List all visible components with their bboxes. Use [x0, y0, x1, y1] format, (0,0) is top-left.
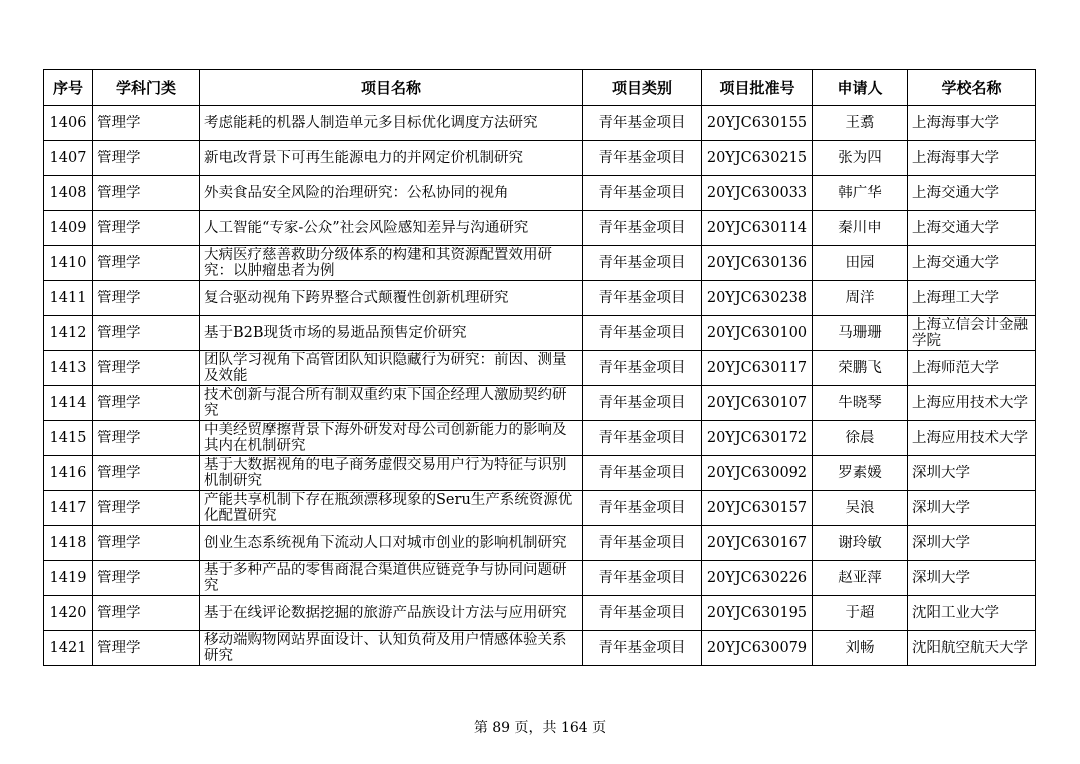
project-title-cell-text: 新电改背景下可再生能源电力的并网定价机制研究: [204, 150, 523, 166]
school-cell-text: 沈阳航空航天大学: [912, 640, 1028, 656]
project-category-cell: [583, 491, 702, 526]
school-cell: [908, 421, 1036, 456]
approval-number-cell-text: 20YJC630117: [706, 360, 808, 376]
subject-cell-text: 管理学: [97, 360, 141, 376]
project-category-cell: [583, 386, 702, 421]
row-index-text: 1420: [49, 605, 87, 621]
row-index-text: 1415: [49, 430, 87, 446]
project-title-cell-text: 基于B2B现货市场的易逝品预售定价研究: [204, 325, 467, 341]
approval-number-cell-text: 20YJC630136: [706, 255, 808, 271]
applicant-cell: [813, 596, 908, 631]
subject-cell-text: 管理学: [97, 255, 141, 271]
project-category-cell: [583, 351, 702, 386]
school-cell-text: 上海交通大学: [912, 220, 999, 236]
applicant-cell: [813, 421, 908, 456]
project-title-cell: [200, 211, 583, 246]
school-cell-text: 上海应用技术大学: [912, 430, 1028, 446]
applicant-cell-text: 韩广华: [838, 185, 882, 201]
applicant-cell: [813, 351, 908, 386]
applicant-cell: [813, 141, 908, 176]
school-cell: [908, 386, 1036, 421]
school-cell: [908, 351, 1036, 386]
approval-number-cell-text: 20YJC630114: [706, 220, 808, 236]
project-title-cell-text: 技术创新与混合所有制双重约束下国企经理人激励契约研究: [204, 387, 567, 419]
approval-number-cell-text: 20YJC630155: [706, 115, 808, 131]
subject-cell-text: 管理学: [97, 605, 141, 621]
row-index-text: 1417: [49, 500, 87, 516]
project-title-cell-text: 人工智能“专家-公众”社会风险感知差异与沟通研究: [204, 220, 529, 236]
approval-number-cell-text: 20YJC630079: [706, 640, 808, 656]
subject-cell-text: 管理学: [97, 395, 141, 411]
project-category-cell: [583, 176, 702, 211]
school-cell-text: 深圳大学: [912, 535, 970, 551]
row-index: [44, 526, 93, 561]
row-index: [44, 596, 93, 631]
applicant-cell: [813, 211, 908, 246]
approval-number-cell-text: 20YJC630195: [706, 605, 808, 621]
approval-number-cell-text: 20YJC630157: [706, 500, 808, 516]
school-cell: [908, 176, 1036, 211]
applicant-cell-text: 谢玲敏: [838, 535, 882, 551]
project-title-cell: [200, 386, 583, 421]
project-title-cell-text: 考虑能耗的机器人制造单元多目标优化调度方法研究: [204, 115, 538, 131]
project-category-cell: [583, 281, 702, 316]
project-title-cell-text: 外卖食品安全风险的治理研究：公私协同的视角: [204, 185, 509, 201]
project-category-cell: [583, 246, 702, 281]
table-body: [44, 106, 1036, 666]
school-cell: [908, 106, 1036, 141]
approval-number-cell-text: 20YJC630100: [706, 325, 808, 341]
subject-cell: [93, 351, 200, 386]
project-title-cell-text: 复合驱动视角下跨界整合式颠覆性创新机理研究: [204, 290, 509, 306]
project-category-cell: [583, 456, 702, 491]
approval-number-cell-text: 20YJC630215: [706, 150, 808, 166]
row-index-text: 1410: [49, 255, 87, 271]
header-project-title: 项目名称: [200, 70, 583, 106]
applicant-cell-text: 牛晓琴: [838, 395, 882, 411]
approval-number-cell: [702, 246, 813, 281]
applicant-cell: [813, 561, 908, 596]
project-title-cell: [200, 351, 583, 386]
subject-cell-text: 管理学: [97, 220, 141, 236]
row-index: [44, 106, 93, 141]
project-title-cell: [200, 526, 583, 561]
row-index-text: 1412: [49, 325, 87, 341]
row-index: [44, 561, 93, 596]
project-category-cell-text: 青年基金项目: [598, 220, 686, 236]
table-row: [44, 141, 1036, 176]
subject-cell: [93, 526, 200, 561]
subject-cell: [93, 211, 200, 246]
school-cell-text: 上海师范大学: [912, 360, 999, 376]
table-row: [44, 106, 1036, 141]
row-index: [44, 456, 93, 491]
project-category-cell-text: 青年基金项目: [598, 570, 686, 586]
project-title-cell: [200, 631, 583, 666]
table-header-row: [44, 70, 1036, 106]
row-index-text: 1419: [49, 570, 87, 586]
approval-number-cell: [702, 211, 813, 246]
row-index: [44, 631, 93, 666]
project-category-cell-text: 青年基金项目: [598, 290, 686, 306]
row-index-text: 1409: [49, 220, 87, 236]
row-index-text: 1406: [49, 115, 87, 131]
header-approval-number: 项目批准号: [702, 70, 813, 106]
project-category-cell: [583, 526, 702, 561]
project-category-cell-text: 青年基金项目: [598, 325, 686, 341]
row-index-text: 1407: [49, 150, 87, 166]
header-index: 序号: [44, 70, 93, 106]
subject-cell-text: 管理学: [97, 115, 141, 131]
project-title-cell: [200, 456, 583, 491]
project-category-cell: [583, 596, 702, 631]
subject-cell: [93, 631, 200, 666]
table-row: [44, 386, 1036, 421]
school-cell: [908, 316, 1036, 351]
project-category-cell: [583, 141, 702, 176]
subject-cell: [93, 491, 200, 526]
approval-number-cell-text: 20YJC630238: [706, 290, 808, 306]
subject-cell-text: 管理学: [97, 185, 141, 201]
approval-number-cell-text: 20YJC630107: [706, 395, 808, 411]
subject-cell-text: 管理学: [97, 535, 141, 551]
row-index: [44, 176, 93, 211]
subject-cell-text: 管理学: [97, 150, 141, 166]
table-row: [44, 316, 1036, 351]
project-title-cell: [200, 596, 583, 631]
approval-number-cell-text: 20YJC630226: [706, 570, 808, 586]
row-index: [44, 211, 93, 246]
school-cell-text: 上海交通大学: [912, 255, 999, 271]
page-footer: 第 89 页，共 164 页: [473, 720, 607, 736]
school-cell-text: 上海理工大学: [912, 290, 999, 306]
approval-number-cell: [702, 281, 813, 316]
project-title-cell-text: 团队学习视角下高管团队知识隐藏行为研究：前因、测量及效能: [204, 352, 567, 384]
project-category-cell: [583, 561, 702, 596]
project-title-cell-text: 基于在线评论数据挖掘的旅游产品族设计方法与应用研究: [204, 605, 567, 621]
project-title-cell-text: 创业生态系统视角下流动人口对城市创业的影响机制研究: [204, 535, 567, 551]
school-cell-text: 上海应用技术大学: [912, 395, 1028, 411]
project-title-cell-text: 中美经贸摩擦背景下海外研发对母公司创新能力的影响及其内在机制研究: [204, 422, 567, 454]
applicant-cell: [813, 631, 908, 666]
applicant-cell-text: 荣鹏飞: [838, 360, 882, 376]
table-row: [44, 246, 1036, 281]
project-title-cell: [200, 106, 583, 141]
school-cell: [908, 211, 1036, 246]
approval-number-cell: [702, 351, 813, 386]
subject-cell: [93, 281, 200, 316]
approval-number-cell: [702, 456, 813, 491]
applicant-cell: [813, 316, 908, 351]
approval-number-cell: [702, 526, 813, 561]
row-index: [44, 421, 93, 456]
approval-number-cell: [702, 421, 813, 456]
project-category-cell: [583, 631, 702, 666]
row-index: [44, 386, 93, 421]
project-category-cell-text: 青年基金项目: [598, 115, 686, 131]
project-title-cell: [200, 316, 583, 351]
applicant-cell: [813, 456, 908, 491]
subject-cell: [93, 596, 200, 631]
school-cell-text: 上海交通大学: [912, 185, 999, 201]
row-index: [44, 141, 93, 176]
approval-number-cell-text: 20YJC630033: [706, 185, 808, 201]
project-category-cell: [583, 211, 702, 246]
school-cell-text: 深圳大学: [912, 570, 970, 586]
project-title-cell: [200, 281, 583, 316]
project-category-cell-text: 青年基金项目: [598, 255, 686, 271]
header-applicant: 申请人: [813, 70, 908, 106]
school-cell-text: 沈阳工业大学: [912, 605, 999, 621]
row-index: [44, 351, 93, 386]
project-category-cell-text: 青年基金项目: [598, 605, 686, 621]
row-index: [44, 316, 93, 351]
table-row: [44, 456, 1036, 491]
subject-cell: [93, 246, 200, 281]
subject-cell: [93, 561, 200, 596]
approval-number-cell: [702, 316, 813, 351]
header-school: 学校名称: [908, 70, 1036, 106]
school-cell-text: 深圳大学: [912, 500, 970, 516]
approval-number-cell: [702, 176, 813, 211]
applicant-cell: [813, 246, 908, 281]
school-cell: [908, 631, 1036, 666]
approval-number-cell: [702, 561, 813, 596]
project-category-cell-text: 青年基金项目: [598, 640, 686, 656]
applicant-cell-text: 秦川申: [838, 220, 882, 236]
project-category-cell: [583, 421, 702, 456]
subject-cell-text: 管理学: [97, 500, 141, 516]
project-title-cell-text: 移动端购物网站界面设计、认知负荷及用户情感体验关系研究: [204, 632, 567, 664]
school-cell: [908, 491, 1036, 526]
table-row: [44, 176, 1036, 211]
row-index-text: 1408: [49, 185, 87, 201]
school-cell: [908, 561, 1036, 596]
applicant-cell: [813, 526, 908, 561]
project-category-cell-text: 青年基金项目: [598, 500, 686, 516]
row-index-text: 1416: [49, 465, 87, 481]
subject-cell: [93, 106, 200, 141]
project-title-cell: [200, 491, 583, 526]
approval-number-cell-text: 20YJC630172: [706, 430, 808, 446]
applicant-cell: [813, 281, 908, 316]
subject-cell: [93, 176, 200, 211]
subject-cell-text: 管理学: [97, 430, 141, 446]
applicant-cell-text: 赵亚萍: [838, 570, 882, 586]
project-title-cell: [200, 141, 583, 176]
project-title-cell: [200, 176, 583, 211]
school-cell: [908, 246, 1036, 281]
row-index: [44, 281, 93, 316]
school-cell-text: 上海立信会计金融学院: [912, 317, 1028, 349]
approval-number-cell-text: 20YJC630167: [706, 535, 808, 551]
project-category-cell-text: 青年基金项目: [598, 430, 686, 446]
subject-cell-text: 管理学: [97, 570, 141, 586]
applicant-cell-text: 刘畅: [845, 640, 875, 656]
project-table: [43, 69, 1036, 666]
project-category-cell: [583, 316, 702, 351]
applicant-cell-text: 周洋: [845, 290, 875, 306]
row-index: [44, 246, 93, 281]
applicant-cell: [813, 106, 908, 141]
project-title-cell-text: 产能共享机制下存在瓶颈漂移现象的Seru生产系统资源优化配置研究: [204, 492, 573, 524]
applicant-cell-text: 田园: [845, 255, 875, 271]
applicant-cell: [813, 176, 908, 211]
header-subject: 学科门类: [93, 70, 200, 106]
school-cell-text: 上海海事大学: [912, 150, 999, 166]
project-category-cell-text: 青年基金项目: [598, 535, 686, 551]
applicant-cell-text: 王翥: [845, 115, 875, 131]
approval-number-cell: [702, 491, 813, 526]
subject-cell: [93, 141, 200, 176]
row-index-text: 1421: [49, 640, 87, 656]
table-row: [44, 421, 1036, 456]
subject-cell-text: 管理学: [97, 640, 141, 656]
project-title-cell-text: 大病医疗慈善救助分级体系的构建和其资源配置效用研究：以肿瘤患者为例: [204, 247, 552, 279]
table-row: [44, 211, 1036, 246]
table-row: [44, 561, 1036, 596]
approval-number-cell-text: 20YJC630092: [706, 465, 808, 481]
applicant-cell-text: 罗素媛: [838, 465, 882, 481]
table-row: [44, 491, 1036, 526]
table-row: [44, 596, 1036, 631]
project-title-cell-text: 基于多种产品的零售商混合渠道供应链竞争与协同问题研究: [204, 562, 567, 594]
project-title-cell: [200, 246, 583, 281]
applicant-cell-text: 马珊珊: [838, 325, 882, 341]
subject-cell: [93, 456, 200, 491]
subject-cell-text: 管理学: [97, 325, 141, 341]
row-index: [44, 491, 93, 526]
project-title-cell-text: 基于大数据视角的电子商务虚假交易用户行为特征与识别机制研究: [204, 457, 567, 489]
applicant-cell-text: 徐晨: [845, 430, 875, 446]
approval-number-cell: [702, 106, 813, 141]
header-project-category: 项目类别: [583, 70, 702, 106]
project-category-cell-text: 青年基金项目: [598, 395, 686, 411]
applicant-cell-text: 于超: [845, 605, 875, 621]
table-row: [44, 351, 1036, 386]
school-cell: [908, 596, 1036, 631]
school-cell: [908, 456, 1036, 491]
project-category-cell-text: 青年基金项目: [598, 185, 686, 201]
applicant-cell-text: 吴浪: [845, 500, 875, 516]
project-category-cell: [583, 106, 702, 141]
subject-cell-text: 管理学: [97, 465, 141, 481]
applicant-cell: [813, 386, 908, 421]
project-category-cell-text: 青年基金项目: [598, 360, 686, 376]
row-index-text: 1413: [49, 360, 87, 376]
subject-cell: [93, 316, 200, 351]
approval-number-cell: [702, 596, 813, 631]
school-cell: [908, 281, 1036, 316]
row-index-text: 1414: [49, 395, 87, 411]
table-row: [44, 526, 1036, 561]
school-cell: [908, 526, 1036, 561]
approval-number-cell: [702, 141, 813, 176]
school-cell-text: 上海海事大学: [912, 115, 999, 131]
row-index-text: 1411: [49, 290, 87, 306]
table-row: [44, 631, 1036, 666]
applicant-cell-text: 张为四: [838, 150, 882, 166]
applicant-cell: [813, 491, 908, 526]
project-title-cell: [200, 421, 583, 456]
project-title-cell: [200, 561, 583, 596]
subject-cell: [93, 386, 200, 421]
subject-cell-text: 管理学: [97, 290, 141, 306]
approval-number-cell: [702, 386, 813, 421]
row-index-text: 1418: [49, 535, 87, 551]
approval-number-cell: [702, 631, 813, 666]
subject-cell: [93, 421, 200, 456]
school-cell-text: 深圳大学: [912, 465, 970, 481]
project-category-cell-text: 青年基金项目: [598, 150, 686, 166]
table-row: [44, 281, 1036, 316]
school-cell: [908, 141, 1036, 176]
project-category-cell-text: 青年基金项目: [598, 465, 686, 481]
